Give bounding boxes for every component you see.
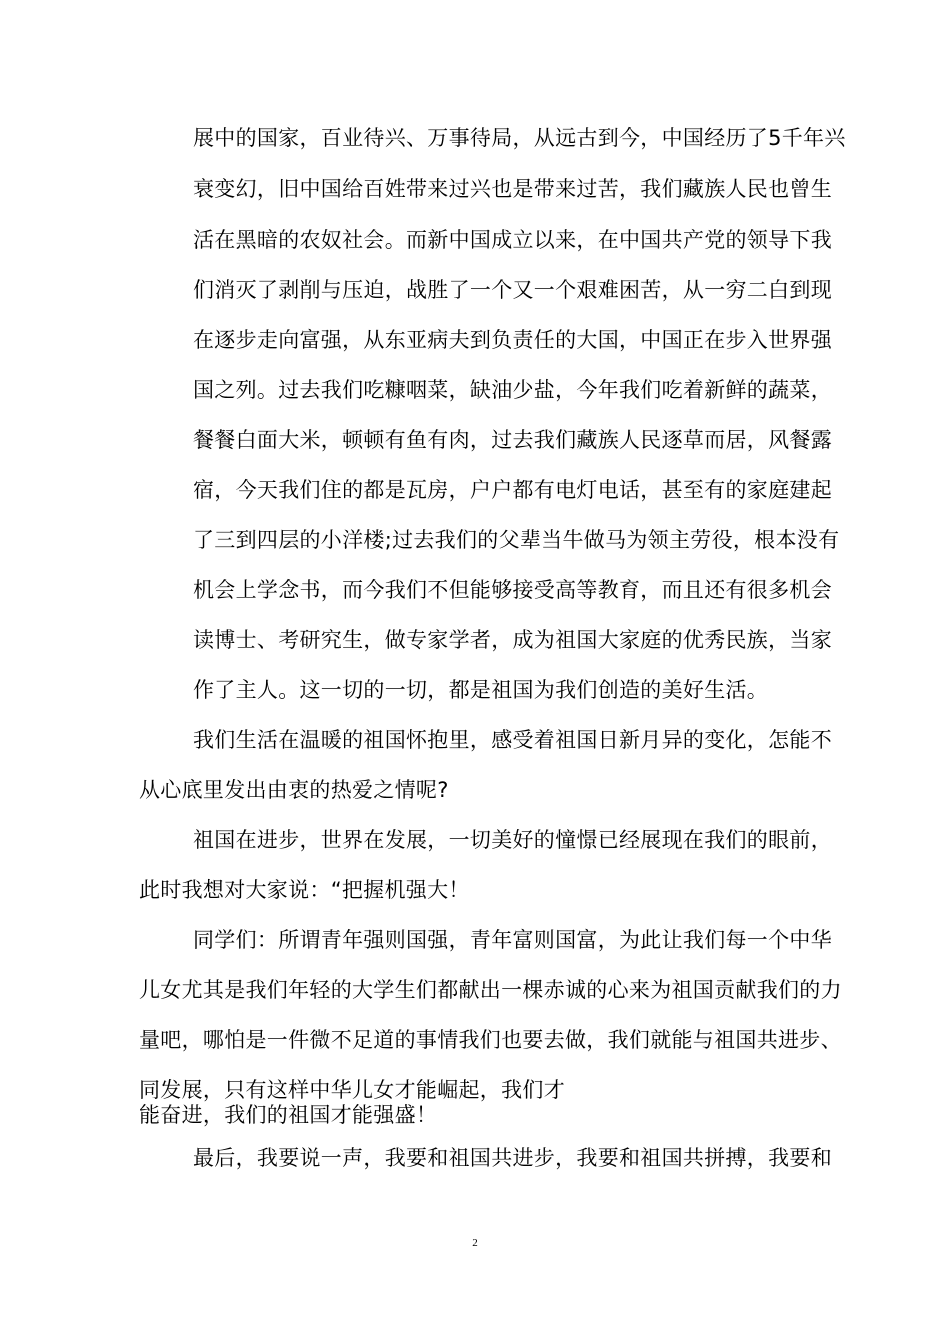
text-line: 餐餐白面大米，顿顿有鱼有肉，过去我们藏族人民逐草而居，风餐露 (193, 428, 832, 452)
text-line: 展中的国家，百业待兴、万事待局，从远古到今，中国经历了5千年兴 (193, 126, 846, 150)
text-line: 们消灭了剥削与压迫，战胜了一个又一个艰难困苦，从一穷二白到现 (193, 278, 832, 302)
text-line: 作了主人。这一切的一切，都是祖国为我们创造的美好生活。 (193, 678, 769, 702)
page-number: 2 (472, 1237, 478, 1249)
text-line: 宿，今天我们住的都是瓦房，户户都有电灯电话，甚至有的家庭建起 (193, 478, 832, 502)
text-line: 衰变幻，旧中国给百姓带来过兴也是带来过苦，我们藏族人民也曾生 (193, 177, 832, 201)
paragraph-first-line: 祖国在进步，世界在发展，一切美好的憧憬已经展现在我们的眼前， (193, 828, 832, 852)
text-line: 量吧，哪怕是一件微不足道的事情我们也要去做，我们就能与祖国共进步、 (139, 1028, 842, 1052)
text-line: 儿女尤其是我们年轻的大学生们都献出一棵赤诚的心来为祖国贡献我们的力 (139, 978, 842, 1002)
text-line: 此时我想对大家说：“把握机强大！ (139, 878, 470, 902)
paragraph-first-line: 我们生活在温暖的祖国怀抱里，感受着祖国日新月异的变化，怎能不 (193, 728, 832, 752)
text-line: 机会上学念书，而今我们不但能够接受高等教育，而且还有很多机会 (193, 578, 832, 602)
text-line: 从心底里发出由衷的热爱之情呢? (139, 778, 449, 802)
text-line: 活在黑暗的农奴社会。而新中国成立以来，在中国共产党的领导下我 (193, 228, 832, 252)
text-line: 读博士、考研究生，做专家学者，成为祖国大家庭的优秀民族，当家 (193, 628, 832, 652)
paragraph-first-line: 最后，我要说一声，我要和祖国共进步，我要和祖国共拼搏，我要和 (193, 1146, 832, 1170)
text-line: 在逐步走向富强，从东亚病夫到负责任的大国，中国正在步入世界强 (193, 328, 832, 352)
text-line: 同发展，只有这样中华儿女才能崛起，我们才 (139, 1078, 565, 1102)
text-line: 国之列。过去我们吃糠咽菜，缺油少盐，今年我们吃着新鲜的蔬菜， (193, 378, 832, 402)
paragraph-first-line: 同学们：所谓青年强则国强，青年富则国富，为此让我们每一个中华 (193, 928, 832, 952)
text-line: 了三到四层的小洋楼;过去我们的父辈当牛做马为领主劳役，根本没有 (193, 528, 840, 552)
text-line: 能奋进，我们的祖国才能强盛！ (139, 1103, 438, 1127)
